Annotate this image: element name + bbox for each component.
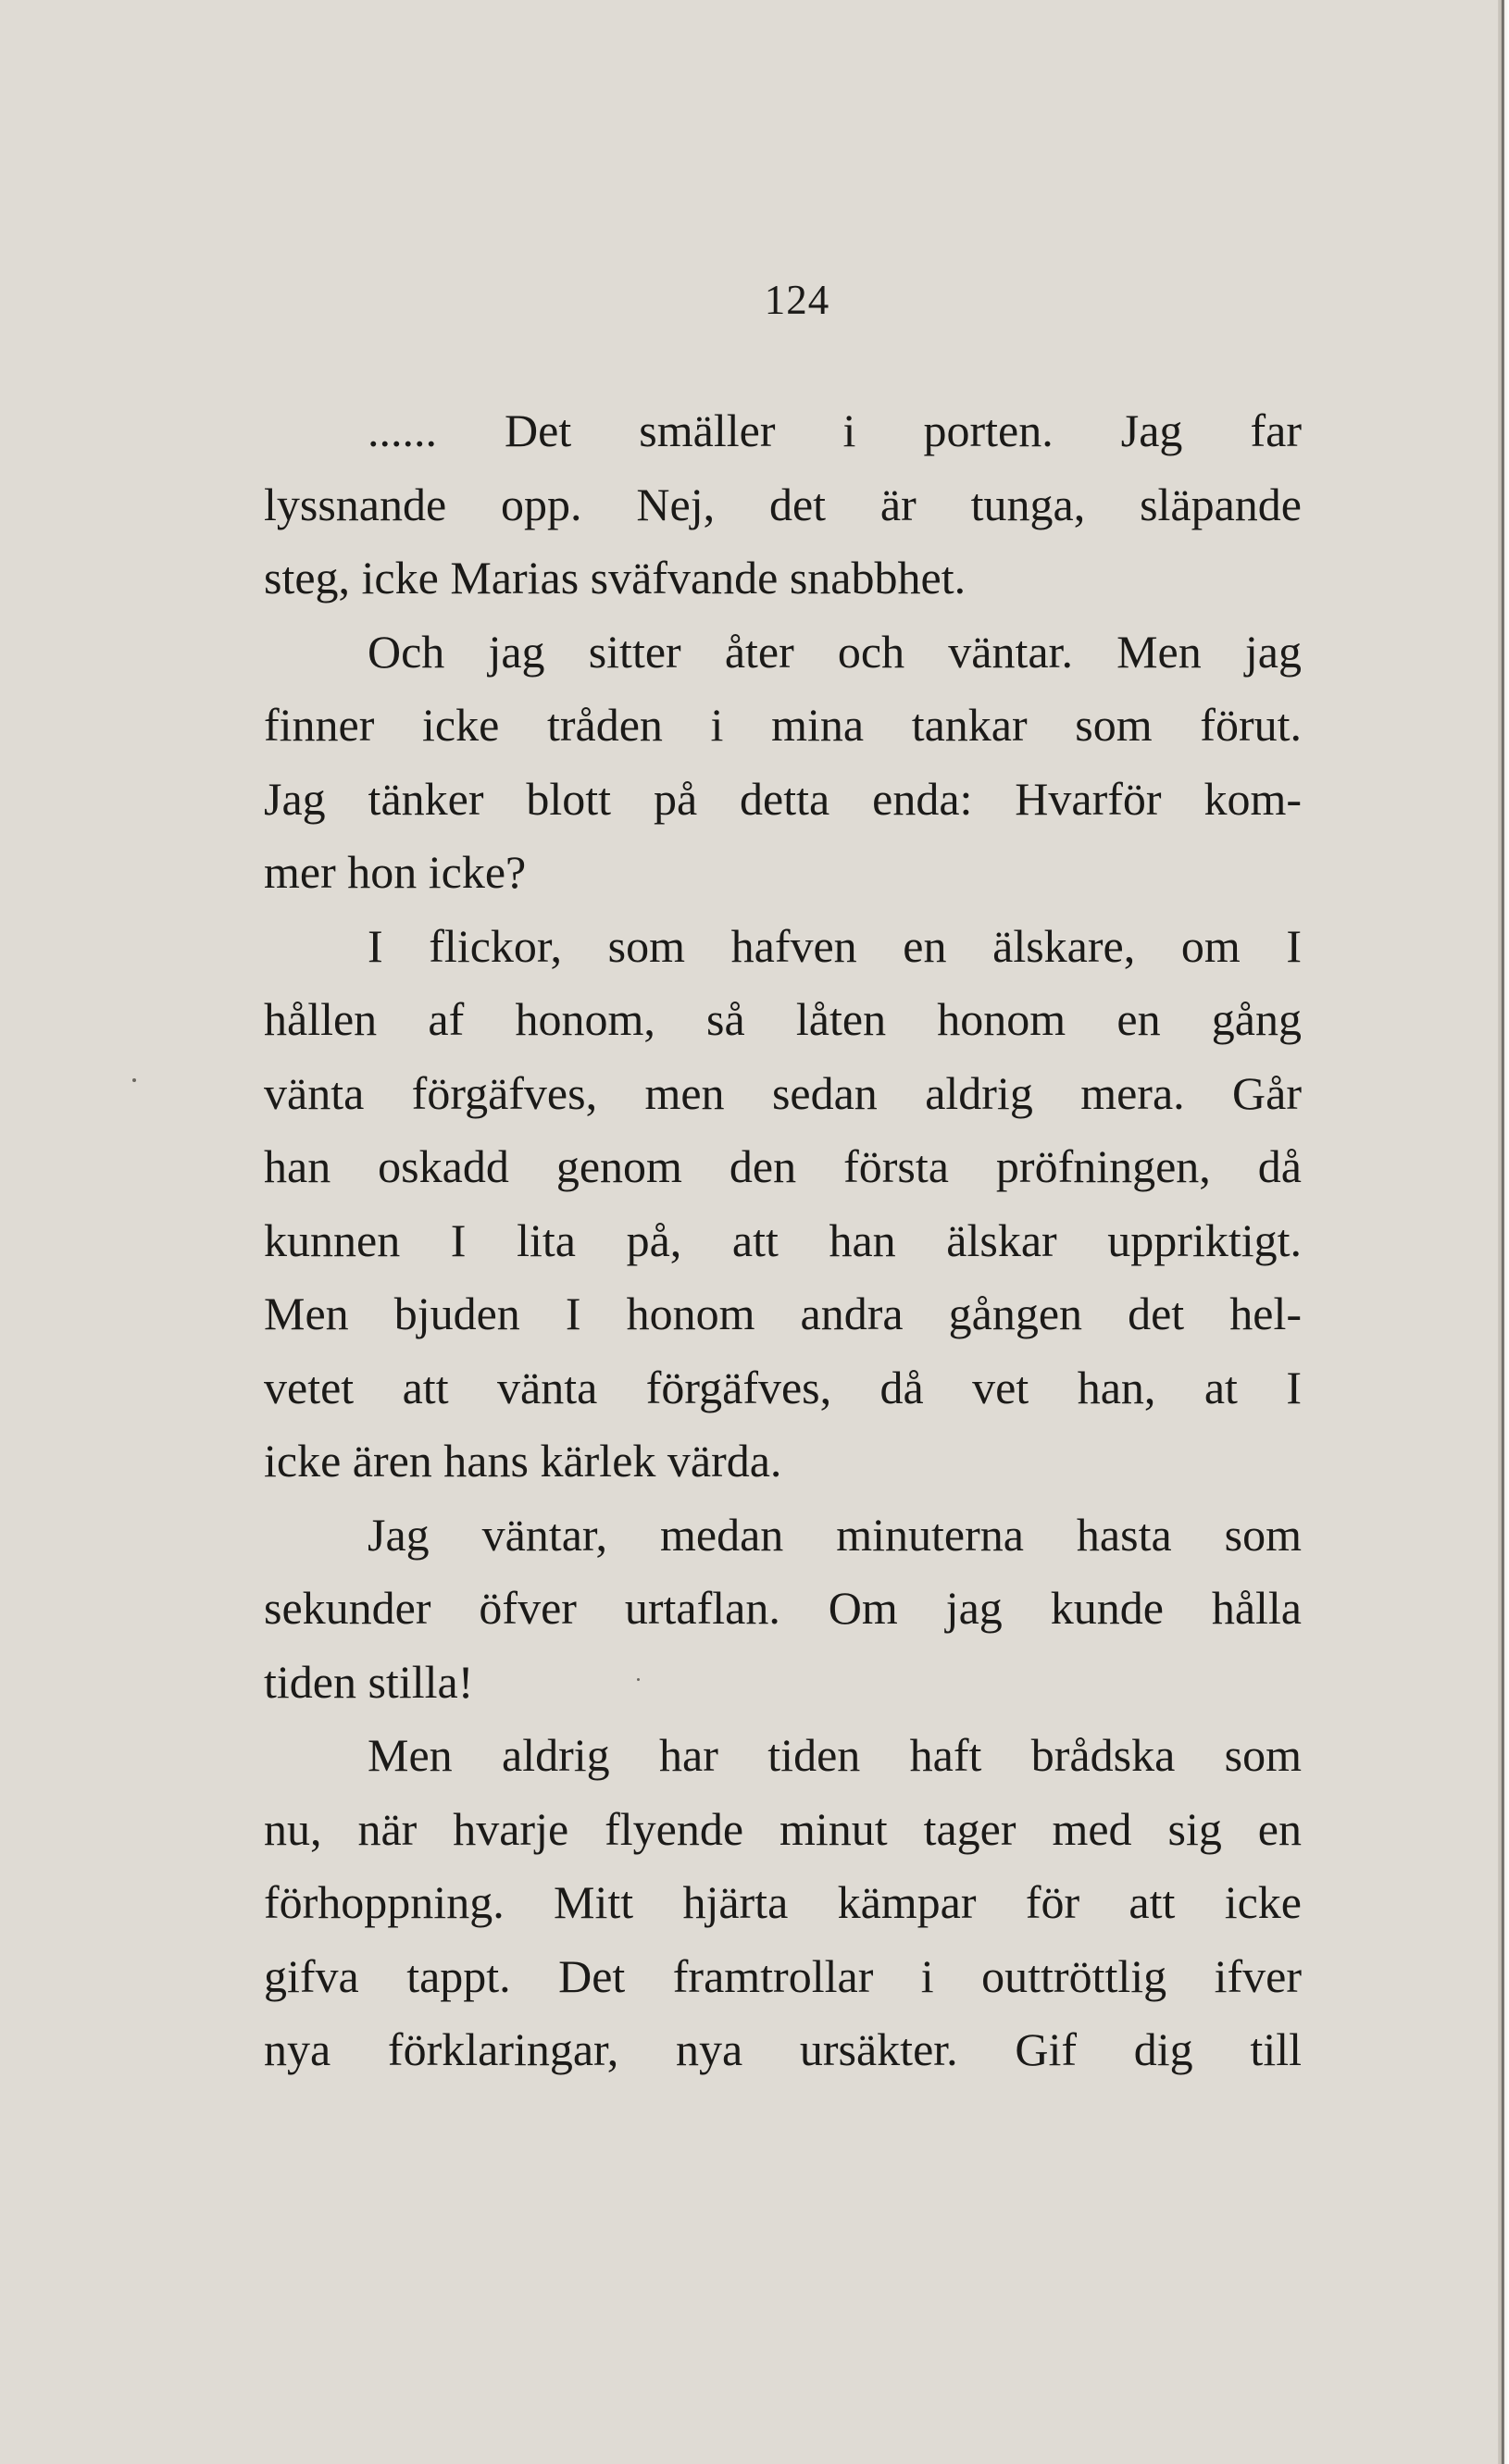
paper-speck <box>132 1078 136 1082</box>
text-line: nya förklaringar, nya ursäkter. Gif dig till <box>264 2023 1302 2075</box>
text-line: vetet att vänta förgäfves, då vet han, at I <box>264 1361 1302 1413</box>
text-line: förhoppning. Mitt hjärta kämpar för att icke <box>264 1876 1302 1928</box>
page-number: 124 <box>764 277 830 323</box>
text-line: Och jag sitter åter och väntar. Men jag <box>368 625 1302 678</box>
text-line: finner icke tråden i mina tankar som förut. <box>264 699 1302 751</box>
text-line: lyssnande opp. Nej, det är tunga, släpande <box>264 478 1302 530</box>
text-line: sekunder öfver urtaflan. Om jag kunde hålla <box>264 1582 1302 1634</box>
text-line: Men aldrig har tiden haft brådska som <box>368 1729 1302 1781</box>
text-line: steg, icke Marias sväfvande snabbhet. <box>264 552 967 604</box>
text-line: han oskadd genom den första pröfningen, då <box>264 1140 1302 1192</box>
text-line: hållen af honom, så låten honom en gång <box>264 993 1302 1045</box>
paper-speck <box>637 1678 640 1681</box>
text-line: I flickor, som hafven en älskare, om I <box>368 919 1302 972</box>
text-line: nu, när hvarje flyende minut tager med sig en <box>264 1802 1302 1855</box>
text-line: Jag tänker blott på detta enda: Hvarför kom- <box>264 772 1302 825</box>
text-line: tiden stilla! <box>264 1655 474 1708</box>
text-line: icke ären hans kärlek värda. <box>264 1435 782 1487</box>
text-line: vänta förgäfves, men sedan aldrig mera. Går <box>264 1066 1302 1119</box>
text-line: gifva tappt. Det framtrollar i outtröttlig ifver <box>264 1949 1302 2002</box>
text-line: mer hon icke? <box>264 846 527 898</box>
page-edge-shadow <box>1502 0 1504 2464</box>
text-line: Jag väntar, medan minuterna hasta som <box>368 1508 1302 1561</box>
text-line: Men bjuden I honom andra gången det hel- <box>264 1288 1302 1339</box>
text-line: ...... Det smäller i porten. Jag far <box>368 404 1302 456</box>
body-text <box>264 394 1302 2087</box>
text-line: kunnen I lita på, att han älskar uppriktigt. <box>264 1213 1302 1266</box>
